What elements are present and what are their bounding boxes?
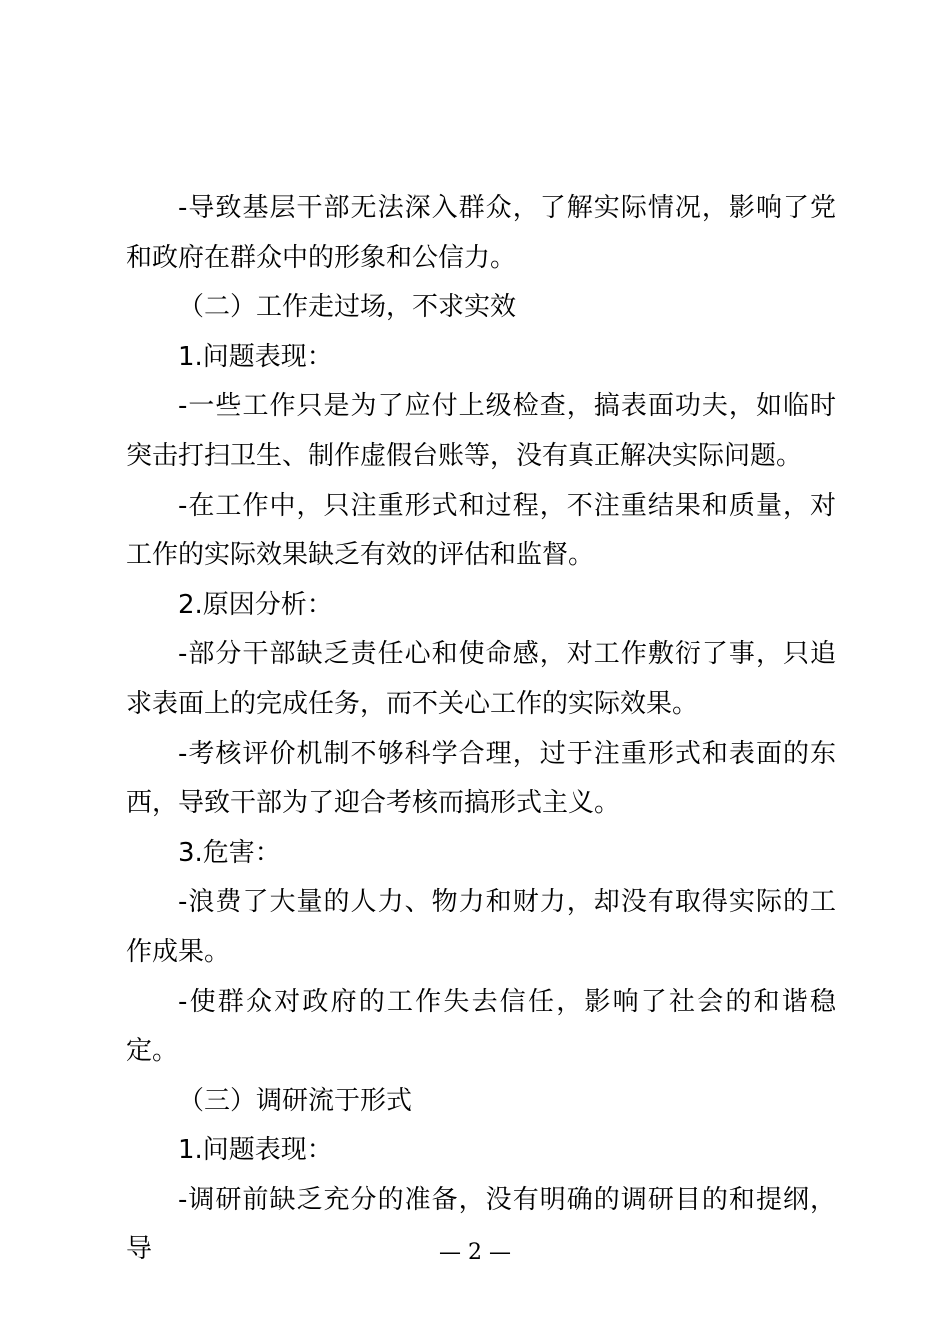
- paragraph: -导致基层干部无法深入群众，了解实际情况，影响了党和政府在群众中的形象和公信力。: [126, 193, 836, 273]
- paragraph: -使群众对政府的工作失去信任，影响了社会的和谐稳定。: [126, 986, 836, 1067]
- paragraph: -浪费了大量的人力、物力和财力，却没有取得实际的工作成果。: [126, 887, 836, 967]
- document-body: [126, 184, 836, 1275]
- subheading: 3.危害：: [178, 837, 281, 868]
- paragraph: -考核评价机制不够科学合理，过于注重形式和表面的东西，导致干部为了迎合考核而搞形式主义。: [126, 738, 836, 819]
- paragraph: -一些工作只是为了应付上级检查，搞表面功夫，如临时突击打扫卫生、制作虚假台账等，没有真正解决实际问题。: [126, 391, 836, 471]
- page-number: — 2 —: [439, 1240, 511, 1265]
- subheading: 1.问题表现：: [178, 1135, 333, 1166]
- paragraph: -部分干部缺乏责任心和使命感，对工作敷衍了事，只追求表面上的完成任务，而不关心工作的实际效果。: [126, 639, 836, 719]
- subheading: 1.问题表现：: [178, 341, 333, 372]
- paragraph: -在工作中，只注重形式和过程，不注重结果和质量，对工作的实际效果缺乏有效的评估和监督。: [126, 490, 836, 571]
- section-heading: （二）工作走过场，不求实效: [178, 292, 517, 323]
- paragraph: -调研前缺乏充分的准备，没有明确的调研目的和提纲，导: [126, 1184, 836, 1265]
- subheading: 2.原因分析：: [178, 589, 333, 620]
- section-heading: （三）调研流于形式: [178, 1085, 413, 1116]
